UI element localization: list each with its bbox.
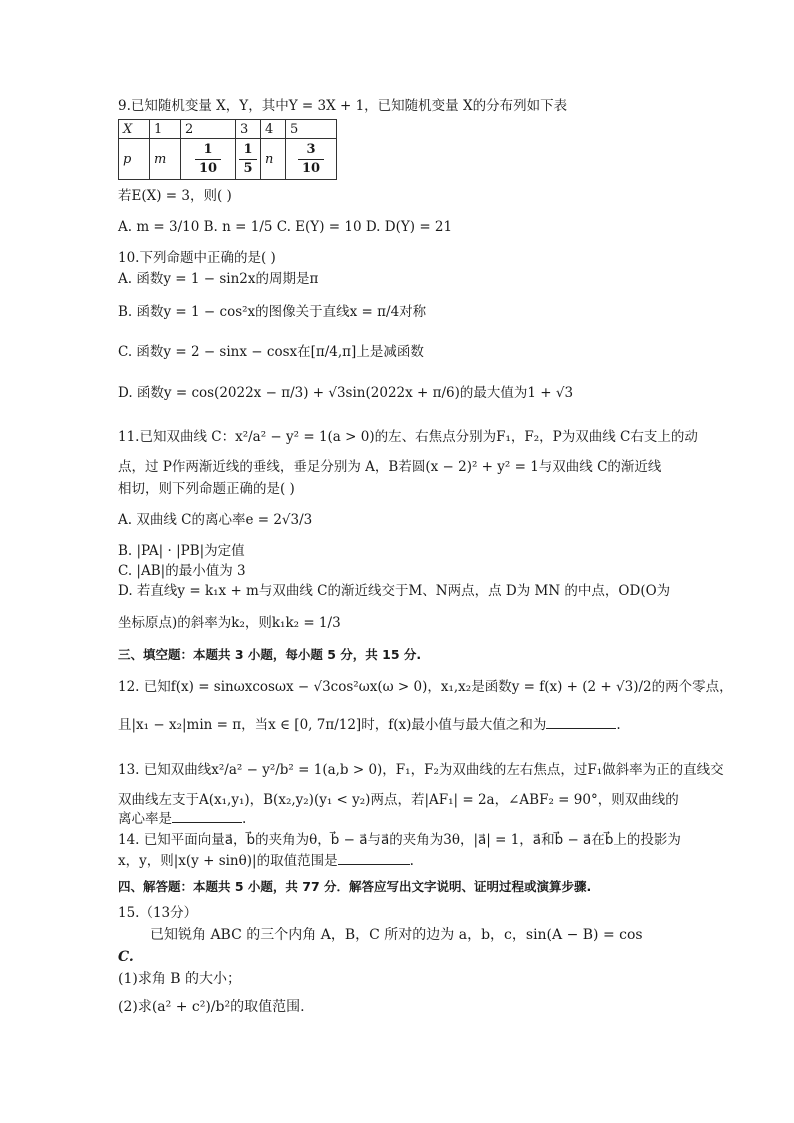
q15-line1: 已知锐角 ABC 的三个内角 A，B，C 所对的边为 a，b，c，sin(A − B) = cos	[150, 927, 643, 943]
q15-part2: (2)求(a² + c²)/b²的取值范围.	[118, 999, 305, 1015]
table-cell	[236, 139, 261, 180]
q11-line1: 11.已知双曲线 C：x²/a² − y² = 1(a > 0)的左、右焦点分别为F₁，F₂，P为双曲线 C右支上的动	[118, 429, 698, 445]
q9-stem: 9.已知随机变量 X，Y，其中Y = 3X + 1，已知随机变量 X的分布列如下表	[118, 98, 568, 114]
q11-option-c: C. |AB|的最小值为 3	[118, 563, 246, 579]
q11-line2: 点，过 P作两渐近线的垂线，垂足分别为 A，B若圆(x − 2)² + y² = 1与双曲线 C的渐近线	[118, 459, 662, 475]
q9-condition: 若E(X) = 3，则( )	[118, 188, 232, 204]
answer-blank[interactable]	[546, 716, 616, 729]
q14-line1: 14. 已知平面向量a⃗，b⃗的夹角为θ，b⃗ − a⃗与a⃗的夹角为3θ，|a⃗| = 1，a⃗和b⃗ − a⃗在b⃗上的投影为	[118, 832, 681, 848]
table-cell: n	[261, 139, 286, 180]
answer-blank[interactable]	[338, 852, 410, 865]
q11-option-d-line2: 坐标原点)的斜率为k₂，则k₁k₂ = 1/3	[118, 615, 341, 631]
fraction: $\frac{1}{5}$	[239, 141, 256, 178]
q13-line1: 13. 已知双曲线x²/a² − y²/b² = 1(a,b > 0)，F₁，F₂为双曲线的左右焦点，过F₁做斜率为正的直线交	[118, 762, 724, 778]
table-cell	[181, 139, 236, 180]
q10-option-c: C. 函数y = 2 − sinx − cosx在[π/4,π]上是减函数	[118, 344, 424, 360]
q11-option-a: A. 双曲线 C的离心率e = 2√3/3	[118, 512, 313, 528]
q14-line2: x，y，则|x(y + sinθ)|的取值范围是 .	[118, 853, 414, 869]
q10-stem: 10.下列命题中正确的是( )	[118, 250, 276, 266]
table-header-cell: 1	[150, 120, 181, 139]
section-title-fill-in: 三、填空题：本题共 3 小题，每小题 5 分，共 15 分.	[118, 647, 422, 662]
q10-option-d: D. 函数y = cos(2022x − π/3) + √3sin(2022x + π/6)的最大值为1 + √3	[118, 385, 574, 401]
fraction: $\frac{1}{10}$	[195, 141, 221, 178]
answer-blank[interactable]	[172, 810, 242, 823]
q15-part1: (1)求角 B 的大小；	[118, 971, 242, 987]
section-title-answer: 四、解答题：本题共 5 小题，共 77 分．解答应写出文字说明、证明过程或演算步骤.	[118, 879, 592, 894]
q10-option-b: B. 函数y = 1 − cos²x的图像关于直线x = π/4对称	[118, 304, 427, 320]
q13-line3: 离心率是 .	[118, 811, 247, 827]
table-header-cell: 5	[286, 120, 337, 139]
table-cell: m	[150, 139, 181, 180]
q11-line3: 相切，则下列命题正确的是( )	[118, 481, 295, 497]
table-cell: p	[119, 139, 150, 180]
q12-line1: 12. 已知f(x) = sinωxcosωx − √3cos²ωx(ω > 0)，x₁,x₂是函数y = f(x) + (2 + √3)/2的两个零点，	[118, 679, 733, 695]
distribution-table	[118, 119, 337, 180]
q10-option-a: A. 函数y = 1 − sin2x的周期是π	[118, 271, 319, 287]
q11-option-d-line1: D. 若直线y = k₁x + m与双曲线 C的渐近线交于M、N两点，点 D为 MN 的中点，OD(O为	[118, 583, 671, 599]
table-cell	[286, 139, 337, 180]
fraction: $\frac{3}{10}$	[298, 141, 324, 178]
table-header-cell: 4	[261, 120, 286, 139]
q13-line2: 双曲线左支于A(x₁,y₁)，B(x₂,y₂)(y₁ < y₂)两点，若|AF₁| = 2a，∠ABF₂ = 90°，则双曲线的	[118, 792, 679, 808]
table-header-cell: X	[119, 120, 150, 139]
q9-options: A. m = 3/10 B. n = 1/5 C. E(Y) = 10 D. D(Y) = 21	[118, 219, 453, 235]
table-header-cell: 2	[181, 120, 236, 139]
table-header-cell: 3	[236, 120, 261, 139]
q12-line2: 且|x₁ − x₂|min = π，当x ∈ [0, 7π/12]时，f(x)最小值与最大值之和为 .	[118, 717, 621, 733]
q15-heading: 15.（13分）	[118, 905, 198, 921]
q15-line1b: C.	[118, 949, 134, 965]
q11-option-b: B. |PA| · |PB|为定值	[118, 543, 245, 559]
